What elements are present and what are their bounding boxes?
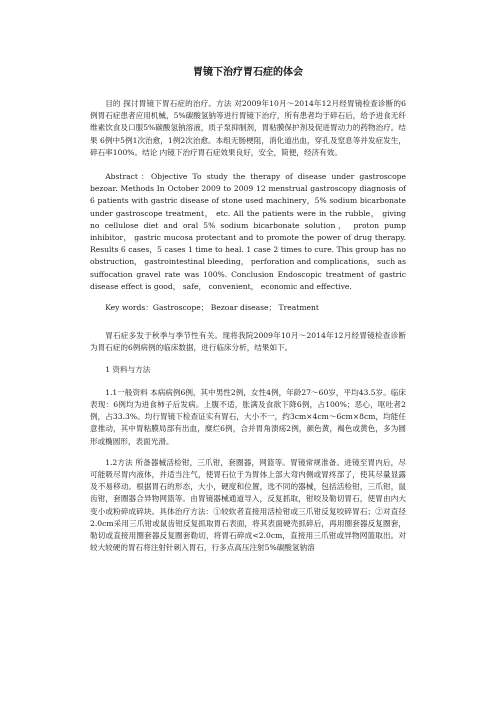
introduction-paragraph: 胃石症多发于秋季与季节性有关。现将我院2009年10月～2014年12月经胃镜检查诊断为胃石症的6例病例的临床数据，进行临床分析，结果如下。 (90, 331, 406, 353)
paper-title: 胃镜下治疗胃石症的体会 (193, 67, 303, 78)
paragraph-methods: 1.2方法 所备器械活检钳，三爪钳，套圈器，网篮等。胃镜常规准备。进镜至胃内后，尽可能吸尽胃内液体，并适当注气，使胃石位于为胃体上部大弯内侧或胃疼部了，使其尽量显露及不易移动。根据胃石的形态，大小，硬度和位置，选不同的器械，包括活检钳，三爪钳，鼠齿钳，套圈器合异物网篮等。由胃镜器械通道导入，反复抓取，钳咬及勒切胃石，使胃由内大变小或粉碎成碎块。具体治疗方法：①较软者直接用活检钳或三爪钳反复咬碎胃石；②对直径2.0cm采用三爪钳或鼠齿钳反复抓取胃石表面，将其表面硬壳抓碎后，再用圈套器反复圈套，勒切或直接用圈套器反复圈套勒切，将胃石碎成<2.0cm，直接用三爪钳或异物网篮取出。对较大较硬的胃石将注射针刺入胃石，行多点高压注射5%碳酸氢钠溶 (90, 457, 406, 553)
document-page (90, 66, 406, 564)
abstract-chinese: 目的 探讨胃镜下胃石症的治疗。方法 对2009年10月～2014年12月经胃镜检查诊断的6例胃石症患者应用机械，5%碳酸氢钠等进行胃镜下治疗，所有患者均于碎石后，给予进食无纤维素饮食及口服5%碳酸氢钠溶液，质子泵抑制剂，胃粘膜保护剂及促进胃动力的药物治疗。结果 6例中5例1次治愈，1例2次治愈。本组无肠梗阻，消化道出血，穿孔及窒息等并发症发生，碎石率100%。结论 内镜下治疗胃石症效果良好，安全，简便，经济有效。 (90, 99, 406, 157)
paragraph-general-data: 1.1一般资料 本病病例6例，其中男性2例，女性4例，年龄27～60岁，平均43.5岁。临床表现：6例均为进食柿子后发病。上腹不适，胀满及食欲下降6例，占100%；恶心，呕吐者2例，占33.3%。均行胃镜下检查证实有胃石，大小不一，约3cm×4cm～6cm×8cm，均能任意推动，其中胃粘膜局部有出血，糜烂6例，合并胃角溃疡2例，颜色黄，褐色或黄色，多为圆形或椭圆形，表面光滑。 (90, 387, 406, 446)
section-heading-materials-methods: 1 资料与方法 (105, 364, 151, 374)
keywords: Key words：Gastroscope； Bezoar disease； Treatment (105, 303, 319, 313)
abstract-english: Abstract：Objective To study the therapy of disease under gastroscope bezoar. Methods In October 2009 to 2009 12 menstrual gastroscopy diagnosis of 6 patients with gastric disease of stone used machinery，5% sodium bicarbonate under gastroscope treatment， etc. All the patients were in the rubble， giving no cellulose diet and oral 5% sodium bicarbonate solution， proton pump inhibitor， gastric mucosa protectant and to promote the power of drug therapy. Results 6 cases，5 cases 1 time to heal. 1 case 2 times to cure. This group has no obstruction， gastrointestinal bleeding， perforation and complications， such as suffocation gravel rate was 100%. Conclusion Endoscopic treatment of gastric disease effect is good， safe， convenient， economic and effective. (90, 172, 406, 291)
